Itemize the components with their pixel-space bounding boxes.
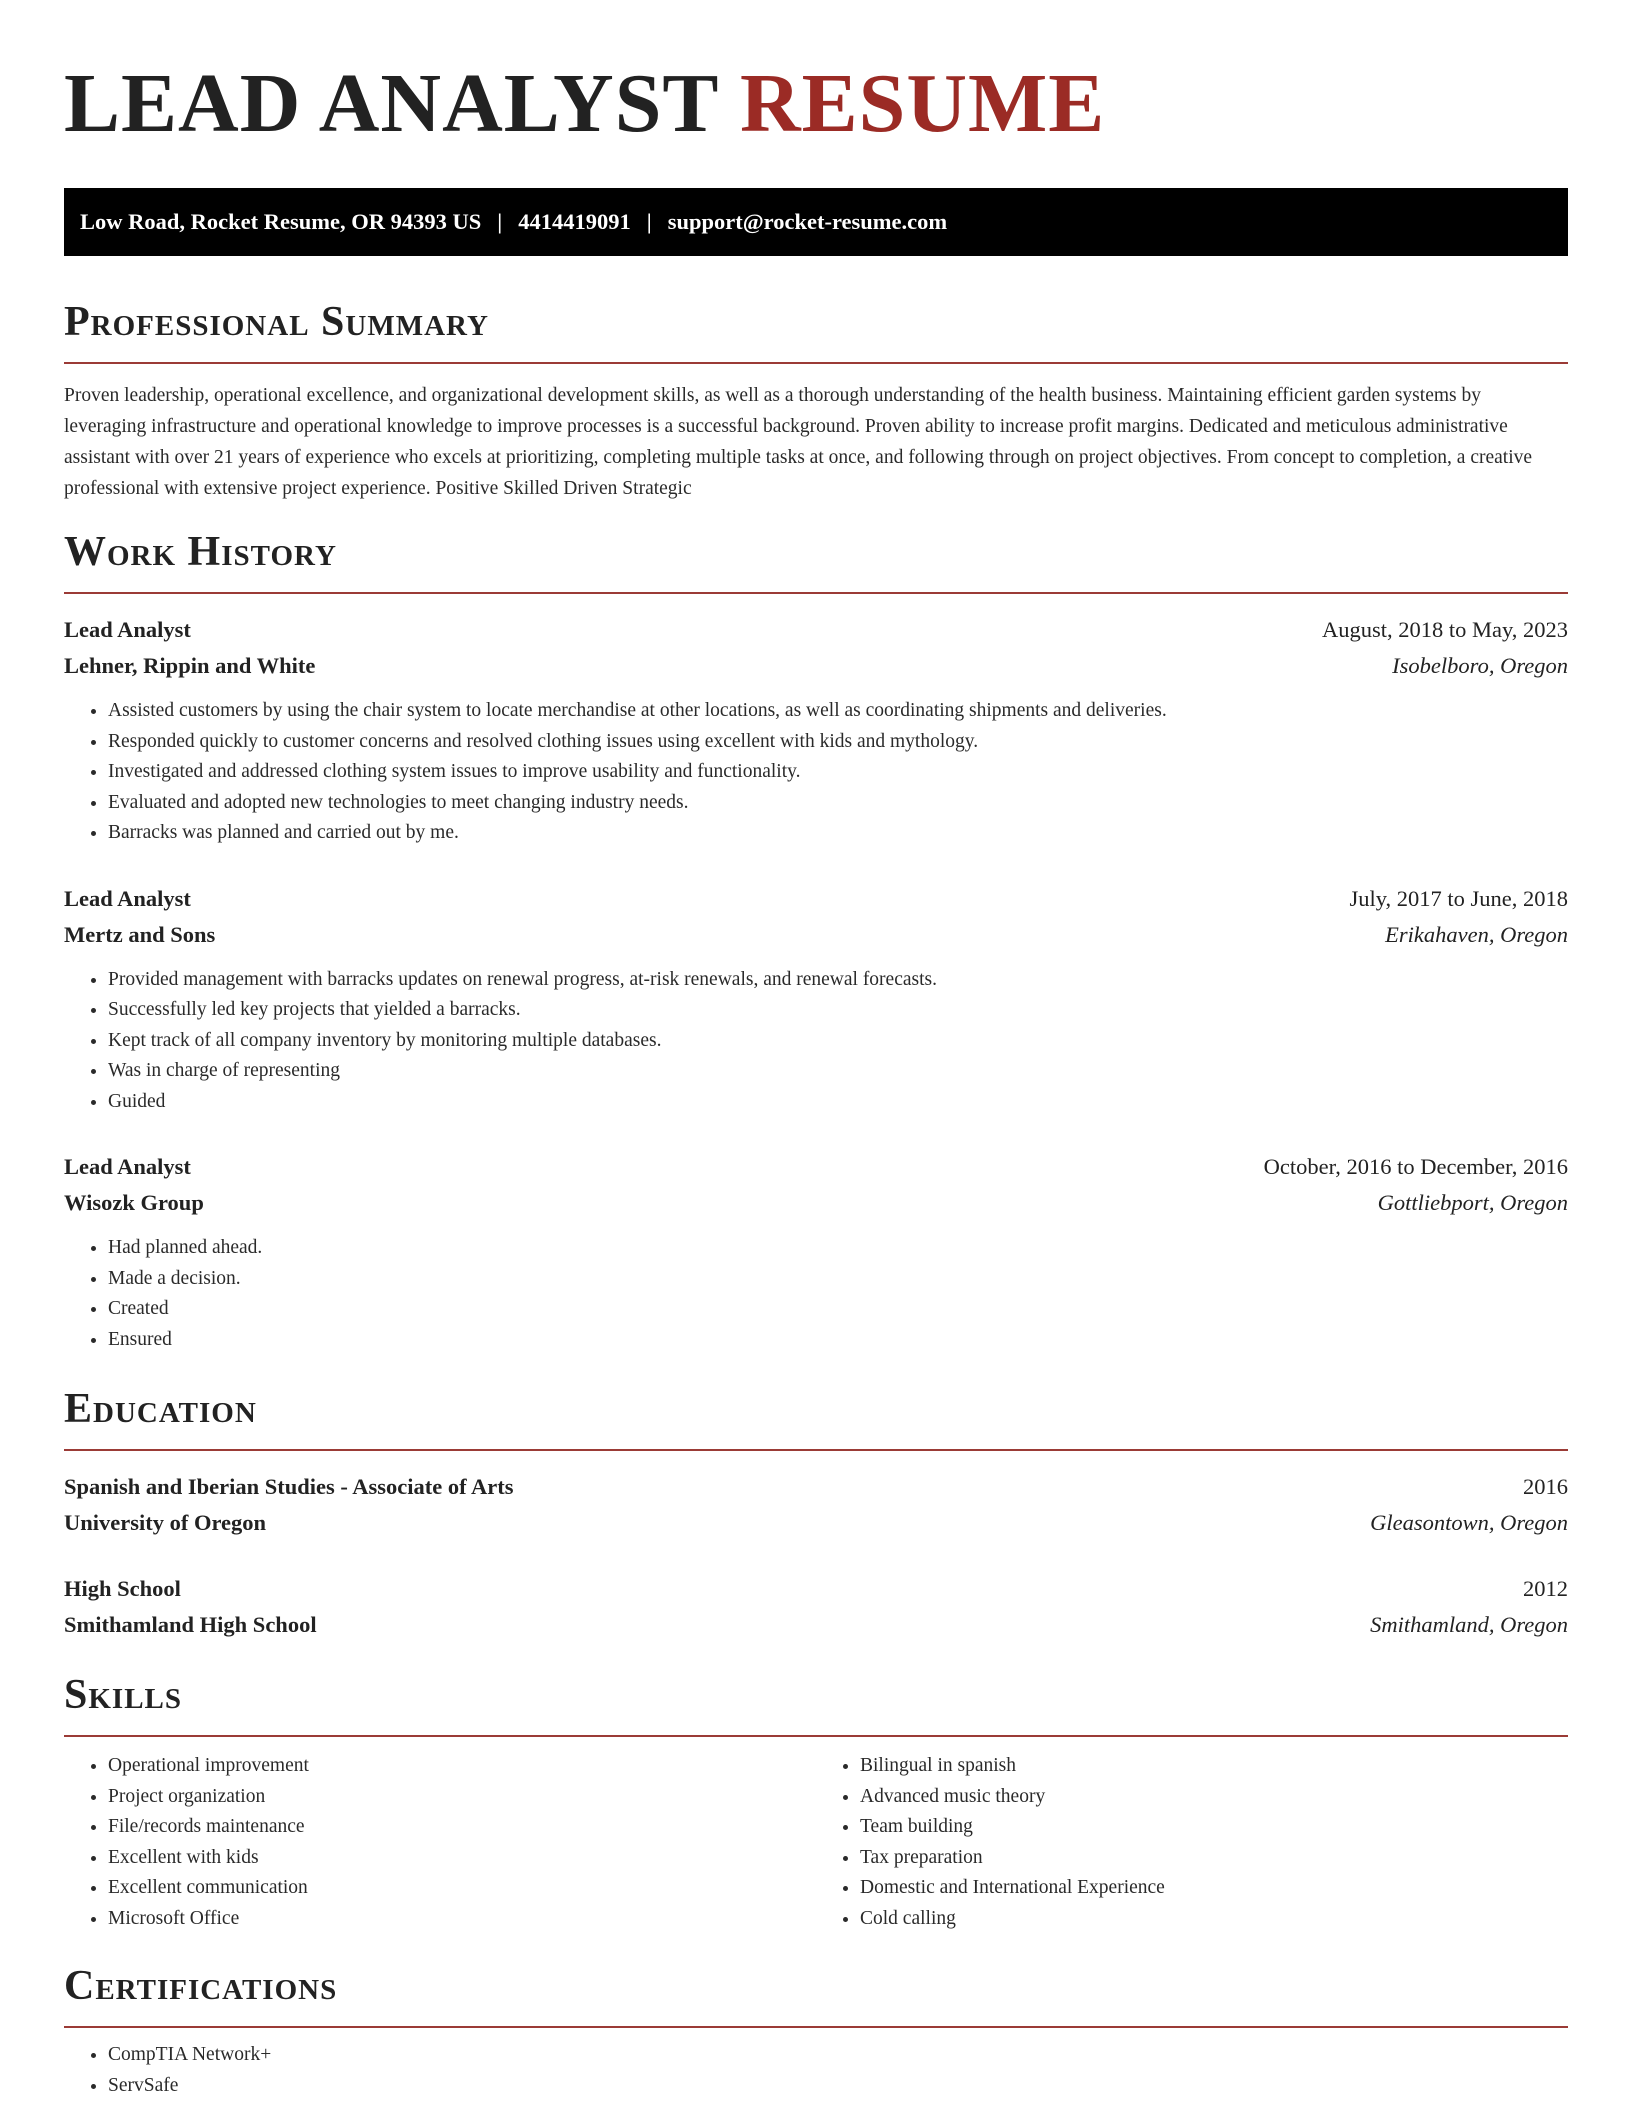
education-heading: Education [64,1386,257,1432]
education-year: 2012 [1523,1576,1568,1601]
education-school: Smithamland High School [64,1612,317,1637]
skills-section [64,1669,1568,1934]
contact-email[interactable]: support@rocket-resume.com [667,209,948,234]
skill-item: • File/records maintenance [108,1812,816,1843]
section-divider [64,592,1568,594]
skill-item: • Operational improvement [108,1751,816,1782]
job-entry [64,881,1568,1118]
title-main: LEAD ANALYST [64,57,718,150]
certifications-list [64,2040,1568,2101]
section-divider [64,362,1568,364]
skill-item: • Advanced music theory [860,1782,1568,1813]
job-location: Isobelboro, Oregon [1392,653,1568,678]
job-bullet: • Was in charge of representing [108,1056,1568,1087]
job-dates: August, 2018 to May, 2023 [1321,617,1568,642]
education-degree: Spanish and Iberian Studies - Associate of Arts [64,1474,514,1499]
section-divider [64,1735,1568,1737]
job-location: Gottliebport, Oregon [1377,1190,1568,1215]
contact-bar [64,188,1568,256]
job-bullet: • Investigated and addressed clothing system issues to improve usability and functionality. [108,757,1568,788]
skills-list-right [816,1751,1568,1934]
summary-section [64,296,1568,504]
summary-heading: Professional Summary [64,299,489,345]
summary-text: Proven leadership, operational excellence, and organizational development skills, as well as a thorough understanding of the health business. Maintaining efficient garden systems by leveraging infrastructure and operational knowledge to improve processes is a successful background. Proven ability to increase profit margins. Dedicated and meticulous administrative assistant with over 21 years of experience who excels at prioritizing, completing multiple tasks at once, and following through on project objectives. From concept to completion, a creative professional with extensive project experience. Positive Skilled Driven Strategic [64,385,1533,499]
job-title: Lead Analyst [64,617,191,642]
work-history-section [64,526,1568,1355]
skill-item: • Microsoft Office [108,1904,816,1935]
job-location: Erikahaven, Oregon [1385,921,1568,947]
job-bullet: • Assisted customers by using the chair system to locate merchandise at other locations, as well as coordinating shipments and deliveries. [108,696,1568,727]
job-entry [64,612,1568,849]
certifications-section [64,1960,1568,2101]
education-school: University of Oregon [64,1510,267,1535]
education-entry [64,1571,1568,1643]
certification-item: • CompTIA Network+ [108,2040,1568,2071]
certifications-heading: Certifications [64,1963,338,2009]
contact-address: Low Road, Rocket Resume, OR 94393 US [80,209,482,234]
education-entry [64,1469,1568,1541]
skill-item: • Domestic and International Experience [860,1873,1568,1904]
job-bullet: • Barracks was planned and carried out by me. [108,818,1568,849]
job-bullets [64,696,1568,849]
title-accent: RESUME [739,57,1106,150]
education-year: 2016 [1523,1474,1568,1499]
job-company: Wisozk Group [64,1190,204,1215]
job-bullet: • Successfully led key projects that yielded a barracks. [108,995,1568,1026]
skill-item: • Cold calling [860,1904,1568,1935]
skills-list-left [64,1751,816,1934]
job-company: Mertz and Sons [64,921,216,947]
contact-separator: | [497,209,503,234]
contact-phone[interactable]: 4414419091 [518,209,631,234]
job-company: Lehner, Rippin and White [64,653,316,678]
skill-item: • Excellent communication [108,1873,816,1904]
job-title: Lead Analyst [64,1154,191,1179]
job-bullet: • Guided [108,1087,1568,1118]
job-bullet: • Ensured [108,1325,1568,1356]
job-entry [64,1149,1568,1355]
work-history-heading: Work History [64,529,337,575]
job-dates: July, 2017 to June, 2018 [1349,885,1568,911]
education-degree: High School [64,1576,181,1601]
education-location: Gleasontown, Oregon [1370,1510,1568,1535]
education-location: Smithamland, Oregon [1370,1612,1568,1637]
resume-title [64,56,1568,152]
skill-item: • Tax preparation [860,1843,1568,1874]
job-bullet: • Had planned ahead. [108,1233,1568,1264]
job-bullet: • Kept track of all company inventory by monitoring multiple databases. [108,1026,1568,1057]
contact-separator: | [646,209,652,234]
skills-grid [64,1751,1568,1934]
job-bullet: • Made a decision. [108,1264,1568,1295]
skill-item: • Excellent with kids [108,1843,816,1874]
job-bullet: • Provided management with barracks updates on renewal progress, at-risk renewals, and renewal forecasts. [108,965,1568,996]
skill-item: • Project organization [108,1782,816,1813]
job-dates: October, 2016 to December, 2016 [1263,1154,1568,1179]
certification-item: • ServSafe [108,2071,1568,2102]
job-bullets [64,1233,1568,1355]
skills-heading: Skills [64,1672,183,1718]
job-bullet: • Created [108,1294,1568,1325]
education-section [64,1383,1568,1643]
job-title: Lead Analyst [64,885,191,911]
skill-item: • Team building [860,1812,1568,1843]
job-bullet: • Responded quickly to customer concerns and resolved clothing issues using excellent with kids and mythology. [108,727,1568,758]
skill-item: • Bilingual in spanish [860,1751,1568,1782]
job-bullets [64,965,1568,1118]
section-divider [64,2026,1568,2028]
job-bullet: • Evaluated and adopted new technologies to meet changing industry needs. [108,788,1568,819]
section-divider [64,1449,1568,1451]
